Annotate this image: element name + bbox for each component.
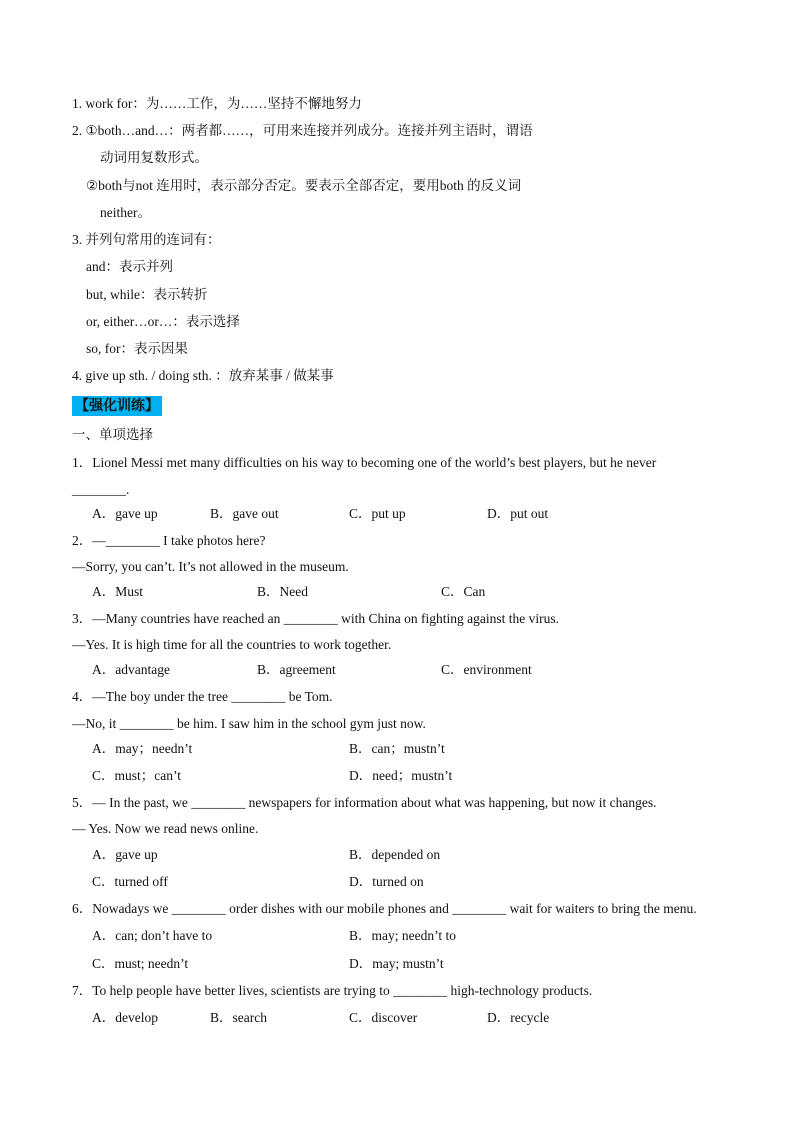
question-text: 3．—Many countries have reached an ________ with China on fighting against the virus. <box>72 611 560 626</box>
question-text: 7．To help people have better lives, scientists are trying to ________ high-technology products. <box>72 983 593 998</box>
question-text: —Yes. It is high time for all the countries to work together. <box>72 637 392 652</box>
note-line: 4. give up sth. / doing sth. ：放弃某事 / 做某事 <box>72 368 334 383</box>
option-b[interactable]: B．can；mustn’t <box>349 741 445 756</box>
question-text: 5．— In the past, we ________ newspapers for information about what was happening, but now it changes. <box>72 795 657 810</box>
option-a[interactable]: A．gave up <box>92 506 158 521</box>
option-b[interactable]: B．search <box>210 1010 267 1025</box>
question-text: — Yes. Now we read news online. <box>72 821 259 836</box>
option-a[interactable]: A．advantage <box>92 662 170 677</box>
option-c[interactable]: C．discover <box>349 1010 418 1025</box>
note-line: ②both与not 连用时，表示部分否定。要表示全部否定，要用both 的反义词 <box>86 178 522 193</box>
option-c[interactable]: C．Can <box>441 584 486 599</box>
note-line: so, for：表示因果 <box>86 341 188 356</box>
section-tag: 【强化训练】 <box>72 396 162 416</box>
option-a[interactable]: A．develop <box>92 1010 158 1025</box>
question-text: 6．Nowadays we ________ order dishes with our mobile phones and ________ wait for waiters to bring the menu. <box>72 901 697 916</box>
note-line: 3. 并列句常用的连词有： <box>72 232 221 247</box>
option-a[interactable]: A．can; don’t have to <box>92 928 213 943</box>
option-d[interactable]: D．recycle <box>487 1010 550 1025</box>
option-a[interactable]: A．gave up <box>92 847 158 862</box>
option-d[interactable]: D．need；mustn’t <box>349 768 453 783</box>
note-line: 动词用复数形式。 <box>100 150 208 165</box>
option-c[interactable]: C．environment <box>441 662 532 677</box>
note-line: but, while：表示转折 <box>86 287 208 302</box>
option-d[interactable]: D．turned on <box>349 874 424 889</box>
note-line: 1. work for：为……工作，为……坚持不懈地努力 <box>72 96 362 111</box>
option-c[interactable]: C．turned off <box>92 874 168 889</box>
option-d[interactable]: D．put out <box>487 506 549 521</box>
question-text: 4．—The boy under the tree ________ be Tom. <box>72 689 333 704</box>
question-text: 1．Lionel Messi met many difficulties on his way to becoming one of the world’s best players, but he never <box>72 455 657 470</box>
note-line: neither。 <box>100 205 151 220</box>
option-b[interactable]: B．gave out <box>210 506 279 521</box>
question-text: 2．—________ I take photos here? <box>72 533 266 548</box>
option-b[interactable]: B．depended on <box>349 847 441 862</box>
option-c[interactable]: C．must；can’t <box>92 768 181 783</box>
question-text: —Sorry, you can’t. It’s not allowed in the museum. <box>72 559 349 574</box>
note-line: or, either…or…：表示选择 <box>86 314 240 329</box>
option-b[interactable]: B．Need <box>257 584 308 599</box>
option-c[interactable]: C．must; needn’t <box>92 956 189 971</box>
option-b[interactable]: B．agreement <box>257 662 336 677</box>
option-c[interactable]: C．put up <box>349 506 406 521</box>
option-a[interactable]: A．may；needn’t <box>92 741 193 756</box>
question-text: ________. <box>72 482 130 497</box>
option-b[interactable]: B．may; needn’t to <box>349 928 456 943</box>
note-line: and：表示并列 <box>86 259 173 274</box>
section-heading: 一、单项选择 <box>72 427 153 442</box>
option-a[interactable]: A．Must <box>92 584 144 599</box>
option-d[interactable]: D．may; mustn’t <box>349 956 444 971</box>
question-text: —No, it ________ be him. I saw him in the school gym just now. <box>72 716 426 731</box>
note-line: 2. ①both…and…：两者都……，可用来连接并列成分。连接并列主语时，谓语 <box>72 123 533 138</box>
